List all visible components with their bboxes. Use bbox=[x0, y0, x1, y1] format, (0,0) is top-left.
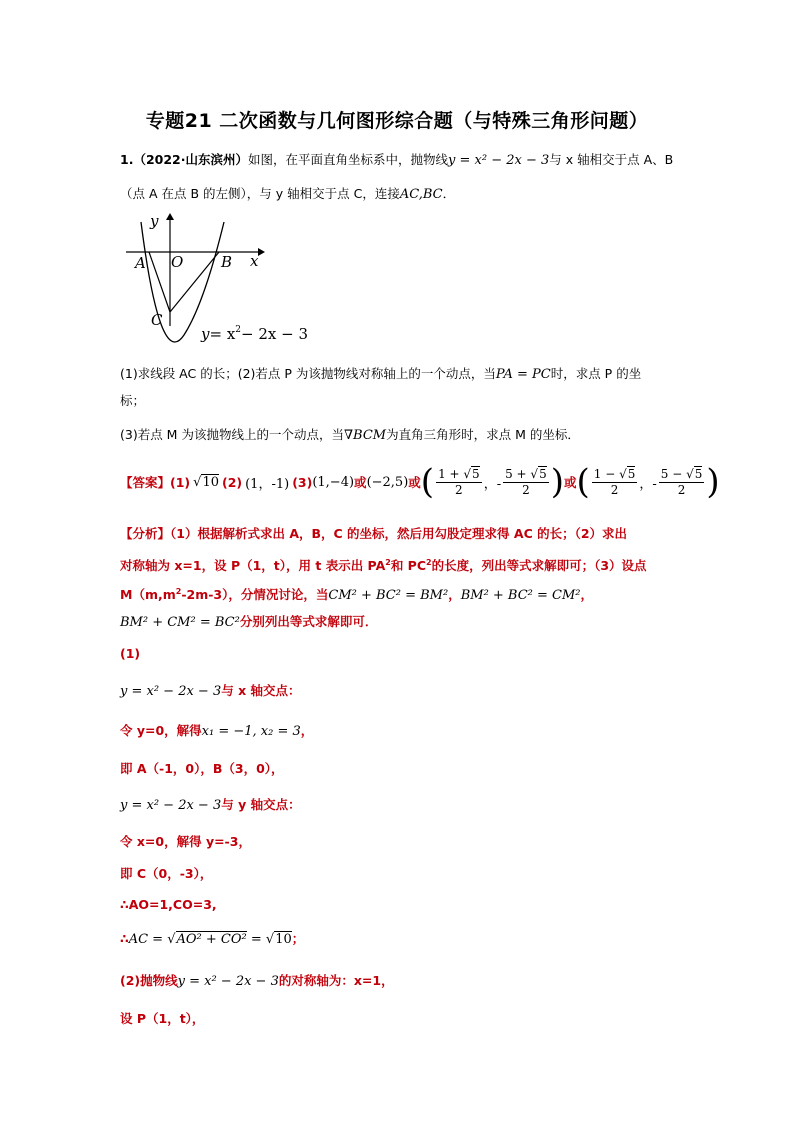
problem-text: ． bbox=[442, 186, 456, 201]
answer-3-value-4: ( $\frac{1 - √5}{2}$ ，- $\frac{5 - √5}{2}$ ) bbox=[576, 462, 720, 502]
fraction: $\frac{1 - √5}{2}$ bbox=[593, 466, 636, 497]
problem-line-2 bbox=[120, 186, 455, 203]
analysis-text: -2m-3），分情况讨论，当 bbox=[181, 587, 329, 603]
solution-line bbox=[120, 723, 313, 740]
question-1-2 bbox=[120, 366, 641, 383]
question-text: (3)若点 M 为该抛物线上的一个动点，当 bbox=[120, 427, 344, 442]
analysis-text: （1）根据解析式求出 A，B，C 的坐标，然后用勾股定理求得 AC 的长；（2）求出 bbox=[170, 526, 628, 541]
point-c-label: C bbox=[151, 311, 163, 329]
fraction: $\frac{5 - √5}{2}$ bbox=[660, 466, 703, 497]
analysis-line-1 bbox=[120, 526, 627, 542]
problem-text: 与 x 轴相交于点 A、B bbox=[549, 152, 674, 167]
solution-math: AC = bbox=[128, 932, 168, 947]
or-text: 或 bbox=[408, 475, 421, 490]
answer-1-value: √10 bbox=[193, 474, 219, 490]
analysis-text: 和 PC bbox=[390, 558, 427, 574]
solution-line bbox=[120, 931, 304, 948]
analysis-math: BM² + BC² = CM² bbox=[460, 588, 581, 604]
x-axis-arrow-icon bbox=[258, 248, 265, 256]
solution-line: 即 C（0，-3）， bbox=[120, 866, 213, 881]
answer-3-value-1: (1,−4) bbox=[312, 474, 355, 490]
solution-line: 设 P（1，t）， bbox=[120, 1011, 205, 1026]
fraction: $\frac{5 + √5}{2}$ bbox=[505, 466, 547, 497]
analysis-text: 分别列出等式求解即可． bbox=[239, 614, 378, 629]
parabola-equation: y = x² − 2x − 3 bbox=[448, 153, 550, 168]
problem-line-1 bbox=[120, 152, 673, 169]
answer-part-3: (3) bbox=[292, 474, 313, 490]
problem-source: （2022·山东滨州） bbox=[133, 152, 248, 167]
fraction: $\frac{1 + √5}{2}$ bbox=[438, 466, 480, 497]
question-2-cont: 标； bbox=[120, 393, 146, 408]
solution-math: x₁ = −1, x₂ = 3 bbox=[201, 724, 301, 739]
analysis-line-3: $M(m,m^2-2m-3)$，分情况讨论，当CM² + BC² = BM²，BM² + BC² = CM²， bbox=[120, 587, 594, 604]
segment-ac bbox=[149, 252, 170, 312]
segments-math: AC,BC bbox=[399, 187, 443, 202]
problem-number: 1. bbox=[120, 152, 134, 167]
point-b-label: B bbox=[221, 253, 233, 271]
answer-label: 【答案】 bbox=[120, 475, 171, 490]
solution-text: 的对称轴为：x=1， bbox=[278, 973, 394, 988]
analysis-line-4 bbox=[120, 614, 377, 631]
solution-math: = bbox=[246, 932, 266, 947]
answer-line bbox=[120, 462, 720, 502]
question-text: (1)求线段 AC 的长；(2)若点 P 为该抛物线对称轴上的一个动点，当 bbox=[120, 366, 496, 381]
solution-line bbox=[120, 797, 301, 814]
solution-line: 即 A（-1，0），B（3，0）， bbox=[120, 761, 284, 776]
analysis-math: BM² + CM² = BC² bbox=[120, 615, 240, 630]
problem-text: （点 A 在点 B 的左侧），与 y 轴相交于点 C，连接 bbox=[120, 186, 400, 201]
page-title: 专题21 二次函数与几何图形综合题（与特殊三角形问题） bbox=[145, 110, 649, 132]
analysis-text: 的长度，列出等式求解即可；（3）设点 bbox=[431, 558, 647, 574]
y-axis-arrow-icon bbox=[166, 213, 174, 220]
point-a-label: A bbox=[135, 254, 146, 272]
solution-math: y = x² − 2x − 3 bbox=[120, 684, 222, 699]
x-axis-label: x bbox=[250, 252, 259, 270]
answer-2-value: (1，-1) bbox=[245, 476, 290, 492]
curve-equation-label: $y= x^2- 2x - 3$ bbox=[201, 325, 309, 343]
solution-text: 与 y 轴交点： bbox=[221, 797, 301, 812]
answer-part-1: (1) bbox=[170, 474, 191, 490]
y-axis-label: y bbox=[150, 212, 159, 230]
problem-text: 如图，在平面直角坐标系中，抛物线 bbox=[248, 152, 449, 167]
analysis-label: 【分析】 bbox=[120, 526, 171, 541]
solution-line: 令 x=0，解得 y=-3， bbox=[120, 834, 251, 849]
answer-3-value-2: (−2,5) bbox=[366, 474, 409, 490]
origin-label: O bbox=[171, 253, 184, 271]
solution-text: ， bbox=[300, 723, 314, 738]
or-text: 或 bbox=[563, 475, 577, 490]
solution-part-1: (1) bbox=[120, 646, 141, 661]
or-text: 或 bbox=[354, 475, 367, 490]
solution-line bbox=[120, 973, 394, 990]
analysis-text: M（m,m bbox=[120, 587, 176, 603]
solution-text: 令 y=0，解得 bbox=[120, 723, 202, 738]
answer-part-2: (2) bbox=[221, 474, 243, 490]
question-math: PA = PC bbox=[495, 367, 551, 382]
question-math: ∇BCM bbox=[343, 428, 387, 443]
solution-math: y = x² − 2x − 3 bbox=[177, 974, 279, 989]
question-3 bbox=[120, 427, 580, 444]
solution-math: √AO² + CO² bbox=[167, 932, 247, 947]
solution-text: 与 x 轴交点： bbox=[221, 683, 301, 698]
question-text: 为直角三角形时，求点 M 的坐标． bbox=[386, 427, 580, 442]
analysis-line-2: 对称轴为 x=1，设 P（1，t），用 t 表示出 $PA^2$和 $PC^2$的长度，列出等式求解即可；（3）设点 bbox=[120, 558, 647, 574]
analysis-text: ， bbox=[580, 587, 594, 603]
question-text: 时，求点 P 的坐 bbox=[550, 366, 642, 381]
solution-text: ∴ bbox=[120, 931, 129, 946]
solution-line: ∴AO=1,CO=3, bbox=[120, 897, 217, 912]
solution-line bbox=[120, 683, 301, 700]
answer-3-value-3: ( $\frac{1 + √5}{2}$ ，- $\frac{5 + √5}{2}$ ) bbox=[420, 462, 564, 502]
parabola-figure bbox=[118, 208, 318, 348]
analysis-text: ， bbox=[448, 587, 461, 603]
solution-text: (2)抛物线 bbox=[120, 973, 178, 988]
analysis-math: CM² + BC² = BM² bbox=[328, 588, 449, 604]
solution-text: ； bbox=[291, 931, 305, 946]
solution-math: √10 bbox=[265, 932, 292, 947]
analysis-text: 对称轴为 x=1，设 P（1，t），用 t 表示出 PA bbox=[120, 558, 386, 574]
solution-math: y = x² − 2x − 3 bbox=[120, 798, 222, 813]
